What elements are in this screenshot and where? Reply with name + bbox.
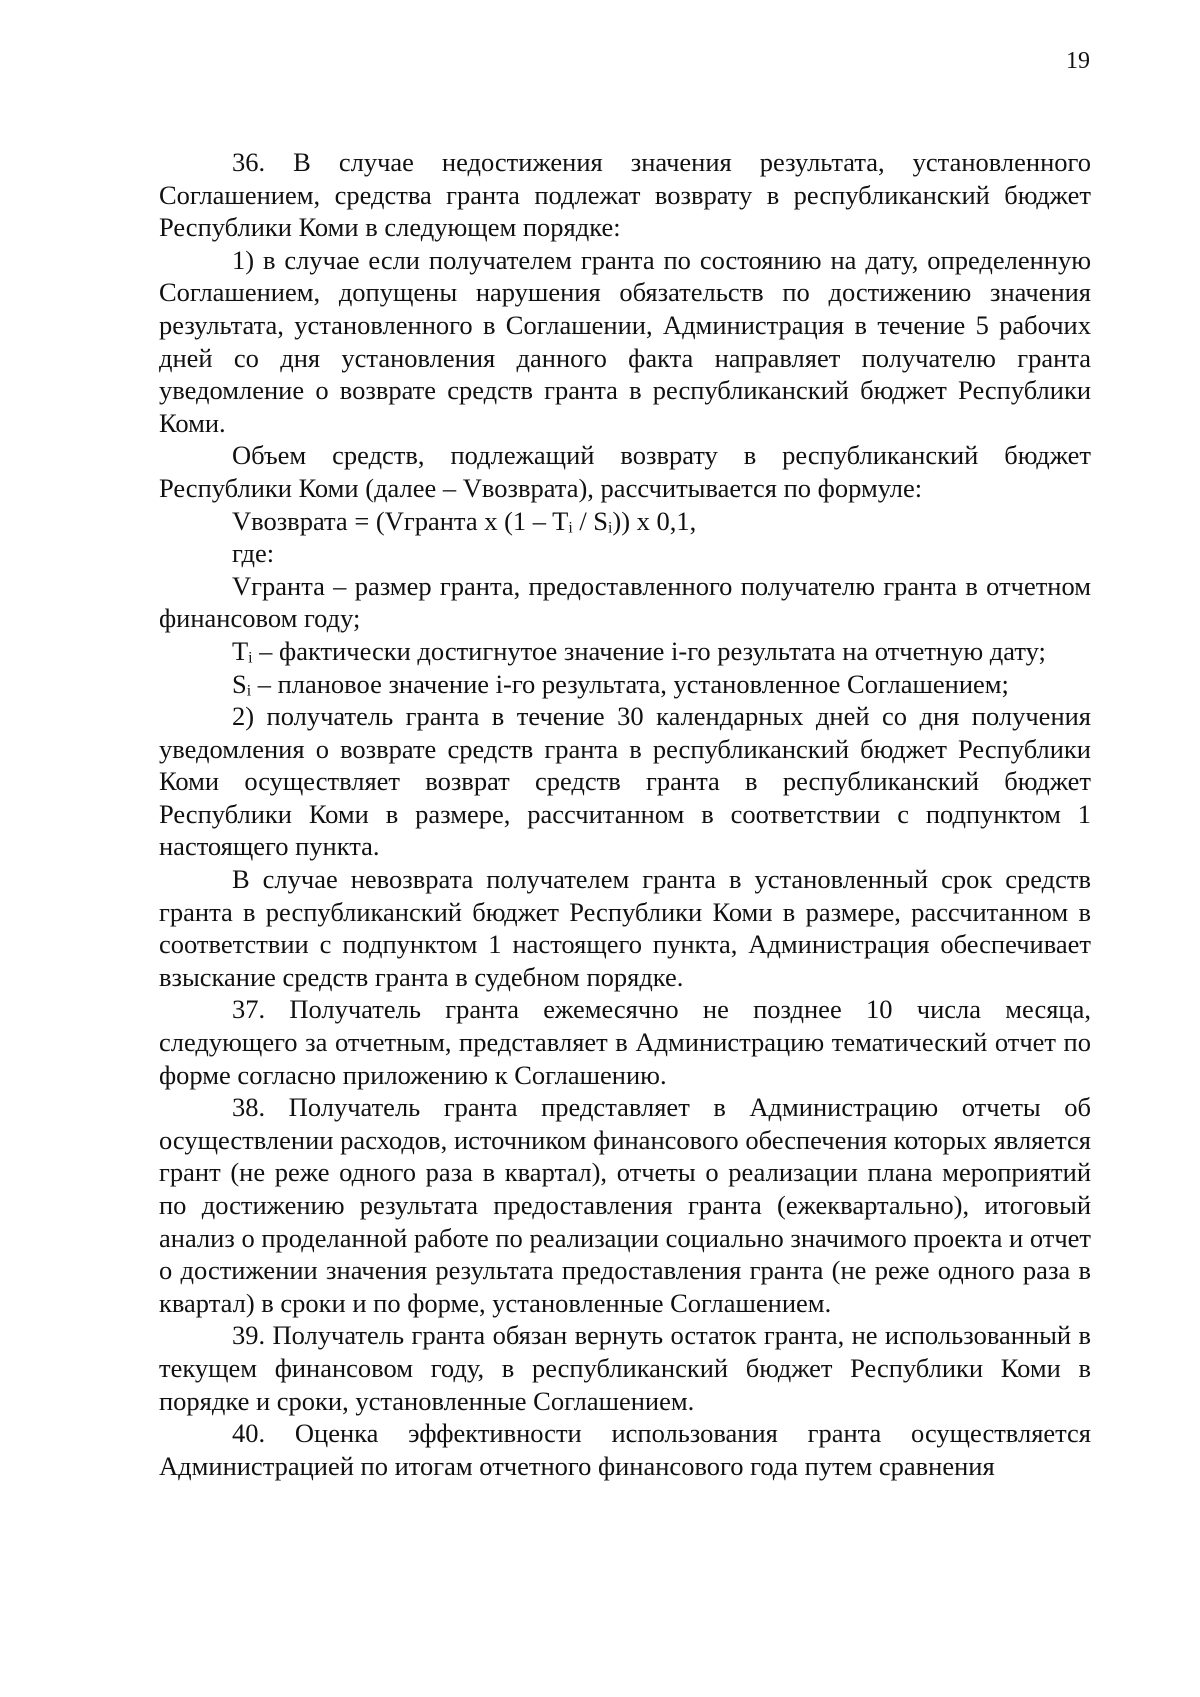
definition-si: Sᵢ – плановое значение i-го результата, установленное Соглашением; [232, 668, 1009, 699]
formula-line: Vвозврата = (Vгранта x (1 – Tᵢ / Sᵢ)) x 0,1, [232, 505, 697, 536]
paragraph-return-volume: Объем средств, подлежащий возврату в республиканский бюджет Республики Коми (далее – Vвозврата), рассчитывается по формуле: [159, 440, 1091, 503]
paragraph-36-subitem-2: 2) получатель гранта в течение 30 календарных дней со дня получения уведомления о возврате средств гранта в республиканский бюджет Республики Коми осуществляет возврат средств гранта в республиканский бюджет Республики Коми в размере, рассчитанном в соответствии с подпунктом 1 настоящего пункта. [159, 701, 1091, 862]
page-number: 19 [1066, 48, 1090, 74]
paragraph-36-subitem-1: 1) в случае если получателем гранта по состоянию на дату, определенную Соглашением, допущены нарушения обязательств по достижению значения результата, установленного в Соглашении, Администрация в течение 5 рабочих дней со дня установления данного факта направляет получателю гранта уведомление о возврате средств гранта в республиканский бюджет Республики Коми. [159, 244, 1091, 438]
paragraph-36: 36. В случае недостижения значения результата, установленного Соглашением, средства гранта подлежат возврату в республиканский бюджет Республики Коми в следующем порядке: [159, 147, 1091, 243]
paragraph-39: 39. Получатель гранта обязан вернуть остаток гранта, не использованный в текущем финансовом году, в республиканский бюджет Республики Коми в порядке и сроки, установленные Соглашением. [159, 1320, 1091, 1416]
definition-vgrant: Vгранта – размер гранта, предоставленного получателю гранта в отчетном финансовом году; [159, 570, 1091, 634]
definition-ti: Tᵢ – фактически достигнутое значение i-го результата на отчетную дату; [232, 635, 1046, 666]
paragraph-37: 37. Получатель гранта ежемесячно не позднее 10 числа месяца, следующего за отчетным, представляет в Администрацию тематический отчет по форме согласно приложению к Соглашению. [159, 994, 1091, 1090]
document-body [159, 146, 1091, 1482]
paragraph-nonreturn: В случае невозврата получателем гранта в установленный срок средств гранта в республиканский бюджет Республики Коми в размере, рассчитанном в соответствии с подпунктом 1 настоящего пункта, Администрация обеспечивает взыскание средств гранта в судебном порядке. [159, 864, 1091, 992]
formula-where: где: [232, 538, 275, 569]
paragraph-38: 38. Получатель гранта представляет в Администрацию отчеты об осуществлении расходов, источником финансового обеспечения которых является грант (не реже одного раза в квартал), отчеты о реализации плана мероприятий по достижению результата предоставления гранта (ежеквартально), итоговый анализ о проделанной работе по реализации социально значимого проекта и отчет о достижении значения результата предоставления гранта (не реже одного раза в квартал) в сроки и по форме, установленные Соглашением. [159, 1092, 1091, 1318]
paragraph-40: 40. Оценка эффективности использования гранта осуществляется Администрацией по итогам отчетного финансового года путем сравнения [159, 1418, 1091, 1481]
